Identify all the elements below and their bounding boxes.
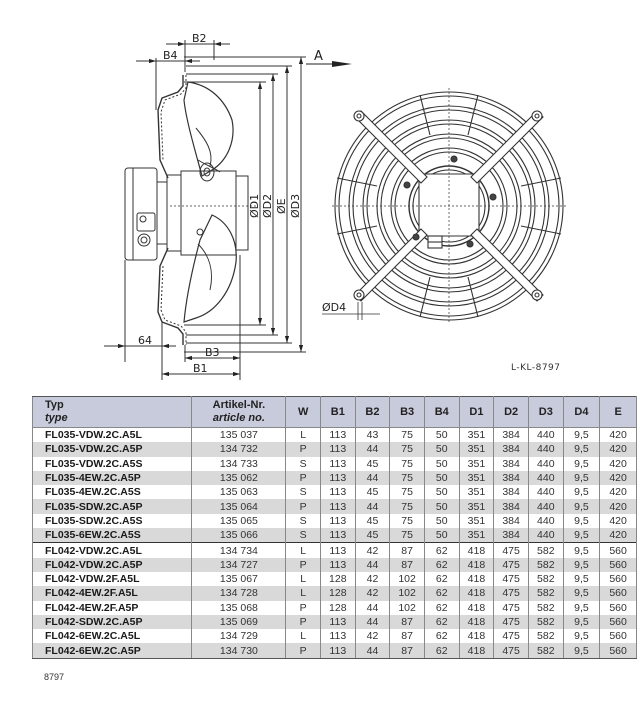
cell-d2: 384 xyxy=(494,499,529,513)
header-b2: B2 xyxy=(355,397,390,428)
cell-b1: 113 xyxy=(320,485,355,499)
cell-type: FL035-VDW.2C.A5S xyxy=(33,457,192,471)
cell-type: FL042-VDW.2C.A5P xyxy=(33,558,192,572)
cell-e: 560 xyxy=(600,601,637,615)
cell-d2: 384 xyxy=(494,471,529,485)
cell-b2: 42 xyxy=(355,586,390,600)
cell-type: FL035-VDW.2C.A5L xyxy=(33,428,192,443)
cell-article: 135 062 xyxy=(192,471,286,485)
cell-article: 135 065 xyxy=(192,514,286,528)
cell-d2: 475 xyxy=(494,543,529,558)
cell-b4: 62 xyxy=(424,615,459,629)
cell-b1: 113 xyxy=(320,499,355,513)
cell-d4: 9,5 xyxy=(563,499,600,513)
table-row xyxy=(33,629,637,643)
cell-b2: 45 xyxy=(355,485,390,499)
cell-d1: 351 xyxy=(459,457,494,471)
cell-d3: 440 xyxy=(528,428,563,443)
label-d1: ØD1 xyxy=(248,193,261,218)
cell-w: S xyxy=(286,457,321,471)
table-row xyxy=(33,528,637,543)
cell-e: 420 xyxy=(600,428,637,443)
cell-d3: 440 xyxy=(528,485,563,499)
cell-b3: 102 xyxy=(390,586,425,600)
table-row xyxy=(33,428,637,443)
cell-article: 135 068 xyxy=(192,601,286,615)
label-e: ØE xyxy=(275,198,288,214)
cell-d3: 582 xyxy=(528,572,563,586)
cell-d2: 384 xyxy=(494,514,529,528)
cell-b4: 62 xyxy=(424,543,459,558)
cell-b4: 50 xyxy=(424,499,459,513)
drawing-reference-code: L-KL-8797 xyxy=(511,363,561,373)
cell-w: L xyxy=(286,586,321,600)
table-row xyxy=(33,543,637,558)
cell-d4: 9,5 xyxy=(563,485,600,499)
cell-d2: 475 xyxy=(494,586,529,600)
cell-b1: 113 xyxy=(320,528,355,543)
cell-article: 135 069 xyxy=(192,615,286,629)
cell-d4: 9,5 xyxy=(563,543,600,558)
table-row xyxy=(33,558,637,572)
cell-b4: 62 xyxy=(424,643,459,658)
cell-d1: 351 xyxy=(459,499,494,513)
header-type-en: type xyxy=(45,412,68,424)
cell-b2: 44 xyxy=(355,442,390,456)
cell-b1: 113 xyxy=(320,457,355,471)
cell-d3: 440 xyxy=(528,499,563,513)
cell-b1: 113 xyxy=(320,428,355,443)
cell-b1: 113 xyxy=(320,442,355,456)
cell-article: 135 063 xyxy=(192,485,286,499)
cell-b1: 113 xyxy=(320,558,355,572)
label-b4: B4 xyxy=(163,49,178,62)
cell-e: 420 xyxy=(600,514,637,528)
cell-article: 135 066 xyxy=(192,528,286,543)
cell-b2: 42 xyxy=(355,629,390,643)
cell-b1: 113 xyxy=(320,471,355,485)
label-b3: B3 xyxy=(205,346,220,359)
cell-d1: 351 xyxy=(459,442,494,456)
cell-type: FL042-VDW.2C.A5L xyxy=(33,543,192,558)
cell-e: 420 xyxy=(600,528,637,543)
header-d3: D3 xyxy=(528,397,563,428)
cell-d4: 9,5 xyxy=(563,514,600,528)
cell-type: FL042-6EW.2C.A5P xyxy=(33,643,192,658)
cell-d3: 582 xyxy=(528,615,563,629)
cell-b4: 62 xyxy=(424,558,459,572)
header-type xyxy=(33,397,192,428)
cell-d1: 418 xyxy=(459,543,494,558)
cell-b2: 44 xyxy=(355,471,390,485)
table-row xyxy=(33,601,637,615)
cell-e: 420 xyxy=(600,499,637,513)
table-row xyxy=(33,514,637,528)
cell-article: 134 733 xyxy=(192,457,286,471)
cell-b3: 87 xyxy=(390,543,425,558)
cell-b3: 102 xyxy=(390,601,425,615)
cell-e: 560 xyxy=(600,572,637,586)
cell-e: 420 xyxy=(600,442,637,456)
cell-d2: 384 xyxy=(494,485,529,499)
cell-article: 134 729 xyxy=(192,629,286,643)
cell-w: P xyxy=(286,615,321,629)
cell-e: 420 xyxy=(600,471,637,485)
cell-b3: 75 xyxy=(390,485,425,499)
cell-d2: 384 xyxy=(494,528,529,543)
cell-b1: 128 xyxy=(320,572,355,586)
cell-d2: 475 xyxy=(494,601,529,615)
label-d3: ØD3 xyxy=(289,193,302,218)
cell-b1: 113 xyxy=(320,629,355,643)
label-d4: ØD4 xyxy=(322,301,347,314)
table-row xyxy=(33,485,637,499)
cell-article: 135 064 xyxy=(192,499,286,513)
cell-d4: 9,5 xyxy=(563,629,600,643)
cell-b2: 45 xyxy=(355,514,390,528)
cell-d3: 582 xyxy=(528,543,563,558)
cell-b4: 50 xyxy=(424,514,459,528)
cell-b1: 128 xyxy=(320,586,355,600)
cell-w: P xyxy=(286,499,321,513)
spec-table xyxy=(32,396,637,659)
cell-d1: 418 xyxy=(459,586,494,600)
cell-b4: 50 xyxy=(424,442,459,456)
cell-d1: 418 xyxy=(459,601,494,615)
cell-w: L xyxy=(286,572,321,586)
cell-d2: 475 xyxy=(494,629,529,643)
cell-b2: 45 xyxy=(355,457,390,471)
cell-d1: 351 xyxy=(459,485,494,499)
table-row xyxy=(33,572,637,586)
label-b2: B2 xyxy=(192,32,207,45)
cell-d4: 9,5 xyxy=(563,428,600,443)
cell-b2: 44 xyxy=(355,643,390,658)
cell-w: S xyxy=(286,485,321,499)
cell-d4: 9,5 xyxy=(563,471,600,485)
cell-article: 134 730 xyxy=(192,643,286,658)
cell-w: P xyxy=(286,471,321,485)
label-b1: B1 xyxy=(193,362,208,375)
cell-type: FL035-6EW.2C.A5S xyxy=(33,528,192,543)
cell-type: FL035-4EW.2C.A5P xyxy=(33,471,192,485)
table-row xyxy=(33,471,637,485)
cell-b3: 75 xyxy=(390,442,425,456)
header-type-de: Typ xyxy=(45,399,64,411)
cell-b1: 113 xyxy=(320,543,355,558)
cell-d3: 440 xyxy=(528,457,563,471)
cell-b4: 50 xyxy=(424,457,459,471)
table-header-row xyxy=(33,397,637,428)
cell-d3: 582 xyxy=(528,586,563,600)
header-article xyxy=(192,397,286,428)
cell-b1: 128 xyxy=(320,601,355,615)
cell-w: P xyxy=(286,601,321,615)
label-view-a: A xyxy=(314,49,323,64)
cell-b2: 45 xyxy=(355,528,390,543)
cell-type: FL035-4EW.2C.A5S xyxy=(33,485,192,499)
cell-b2: 44 xyxy=(355,615,390,629)
cell-d1: 351 xyxy=(459,514,494,528)
cell-b3: 75 xyxy=(390,514,425,528)
cell-d2: 384 xyxy=(494,428,529,443)
cell-d4: 9,5 xyxy=(563,643,600,658)
footnote: 8797 xyxy=(44,672,65,682)
cell-b3: 87 xyxy=(390,558,425,572)
header-e: E xyxy=(600,397,637,428)
cell-b3: 75 xyxy=(390,428,425,443)
cell-e: 560 xyxy=(600,586,637,600)
cell-d3: 582 xyxy=(528,629,563,643)
cell-w: L xyxy=(286,428,321,443)
header-d4: D4 xyxy=(563,397,600,428)
cell-d2: 475 xyxy=(494,615,529,629)
cell-d1: 418 xyxy=(459,558,494,572)
cell-d3: 440 xyxy=(528,471,563,485)
cell-w: P xyxy=(286,558,321,572)
header-b3: B3 xyxy=(390,397,425,428)
cell-b4: 62 xyxy=(424,572,459,586)
cell-b2: 44 xyxy=(355,499,390,513)
cell-b3: 87 xyxy=(390,615,425,629)
cell-d4: 9,5 xyxy=(563,572,600,586)
cell-type: FL042-SDW.2C.A5P xyxy=(33,615,192,629)
cell-type: FL035-SDW.2C.A5P xyxy=(33,499,192,513)
cell-b4: 50 xyxy=(424,471,459,485)
cell-b4: 50 xyxy=(424,485,459,499)
table-row xyxy=(33,615,637,629)
header-b4: B4 xyxy=(424,397,459,428)
header-d1: D1 xyxy=(459,397,494,428)
cell-d4: 9,5 xyxy=(563,558,600,572)
cell-w: P xyxy=(286,643,321,658)
cell-b4: 62 xyxy=(424,601,459,615)
cell-b2: 42 xyxy=(355,572,390,586)
table-body xyxy=(33,428,637,659)
table-row xyxy=(33,499,637,513)
cell-type: FL035-SDW.2C.A5S xyxy=(33,514,192,528)
cell-d3: 582 xyxy=(528,601,563,615)
cell-type: FL035-VDW.2C.A5P xyxy=(33,442,192,456)
table-row xyxy=(33,586,637,600)
cell-d2: 475 xyxy=(494,558,529,572)
cell-d3: 582 xyxy=(528,643,563,658)
cell-d1: 418 xyxy=(459,572,494,586)
cell-d3: 440 xyxy=(528,514,563,528)
cell-d2: 384 xyxy=(494,457,529,471)
cell-d2: 475 xyxy=(494,572,529,586)
header-article-en: article no. xyxy=(212,412,265,424)
cell-article: 134 727 xyxy=(192,558,286,572)
cell-d3: 440 xyxy=(528,528,563,543)
cell-d4: 9,5 xyxy=(563,528,600,543)
table-row xyxy=(33,457,637,471)
cell-d4: 9,5 xyxy=(563,442,600,456)
cell-b4: 62 xyxy=(424,629,459,643)
cell-article: 135 067 xyxy=(192,572,286,586)
cell-d4: 9,5 xyxy=(563,615,600,629)
cell-article: 134 728 xyxy=(192,586,286,600)
cell-b4: 62 xyxy=(424,586,459,600)
cell-w: P xyxy=(286,442,321,456)
cell-type: FL042-6EW.2C.A5L xyxy=(33,629,192,643)
cell-w: L xyxy=(286,629,321,643)
cell-d1: 418 xyxy=(459,615,494,629)
cell-b2: 44 xyxy=(355,601,390,615)
cell-d1: 351 xyxy=(459,528,494,543)
cell-e: 560 xyxy=(600,543,637,558)
cell-d1: 418 xyxy=(459,643,494,658)
cell-d4: 9,5 xyxy=(563,586,600,600)
cell-e: 560 xyxy=(600,615,637,629)
header-b1: B1 xyxy=(320,397,355,428)
cell-b3: 75 xyxy=(390,528,425,543)
header-w: W xyxy=(286,397,321,428)
header-d2: D2 xyxy=(494,397,529,428)
cell-w: L xyxy=(286,543,321,558)
cell-b3: 75 xyxy=(390,499,425,513)
cell-type: FL042-VDW.2F.A5L xyxy=(33,572,192,586)
cell-b2: 42 xyxy=(355,543,390,558)
cell-article: 135 037 xyxy=(192,428,286,443)
cell-b1: 113 xyxy=(320,643,355,658)
cell-b3: 75 xyxy=(390,471,425,485)
cell-e: 420 xyxy=(600,485,637,499)
cell-b2: 44 xyxy=(355,558,390,572)
view-arrow-a xyxy=(306,49,352,67)
cell-b3: 75 xyxy=(390,457,425,471)
cell-b4: 50 xyxy=(424,428,459,443)
cell-d1: 418 xyxy=(459,629,494,643)
cell-b4: 50 xyxy=(424,528,459,543)
header-article-de: Artikel-Nr. xyxy=(212,399,266,411)
cell-e: 420 xyxy=(600,457,637,471)
label-d2: ØD2 xyxy=(261,193,274,218)
cell-d2: 475 xyxy=(494,643,529,658)
cell-article: 134 732 xyxy=(192,442,286,456)
cell-d4: 9,5 xyxy=(563,457,600,471)
cell-article: 134 734 xyxy=(192,543,286,558)
cell-w: S xyxy=(286,514,321,528)
cell-d3: 440 xyxy=(528,442,563,456)
cell-d3: 582 xyxy=(528,558,563,572)
cell-d1: 351 xyxy=(459,471,494,485)
cell-e: 560 xyxy=(600,629,637,643)
cell-b1: 113 xyxy=(320,615,355,629)
cell-type: FL042-4EW.2F.A5L xyxy=(33,586,192,600)
cell-b3: 87 xyxy=(390,629,425,643)
cell-b2: 43 xyxy=(355,428,390,443)
cell-e: 560 xyxy=(600,643,637,658)
cell-b3: 87 xyxy=(390,643,425,658)
table-row xyxy=(33,643,637,658)
cell-d2: 384 xyxy=(494,442,529,456)
cell-e: 560 xyxy=(600,558,637,572)
cell-b1: 113 xyxy=(320,514,355,528)
cell-b3: 102 xyxy=(390,572,425,586)
table-row xyxy=(33,442,637,456)
label-offset-64: 64 xyxy=(138,334,152,347)
cell-d1: 351 xyxy=(459,428,494,443)
cell-w: S xyxy=(286,528,321,543)
front-view xyxy=(322,88,566,324)
cell-d4: 9,5 xyxy=(563,601,600,615)
cell-type: FL042-4EW.2F.A5P xyxy=(33,601,192,615)
